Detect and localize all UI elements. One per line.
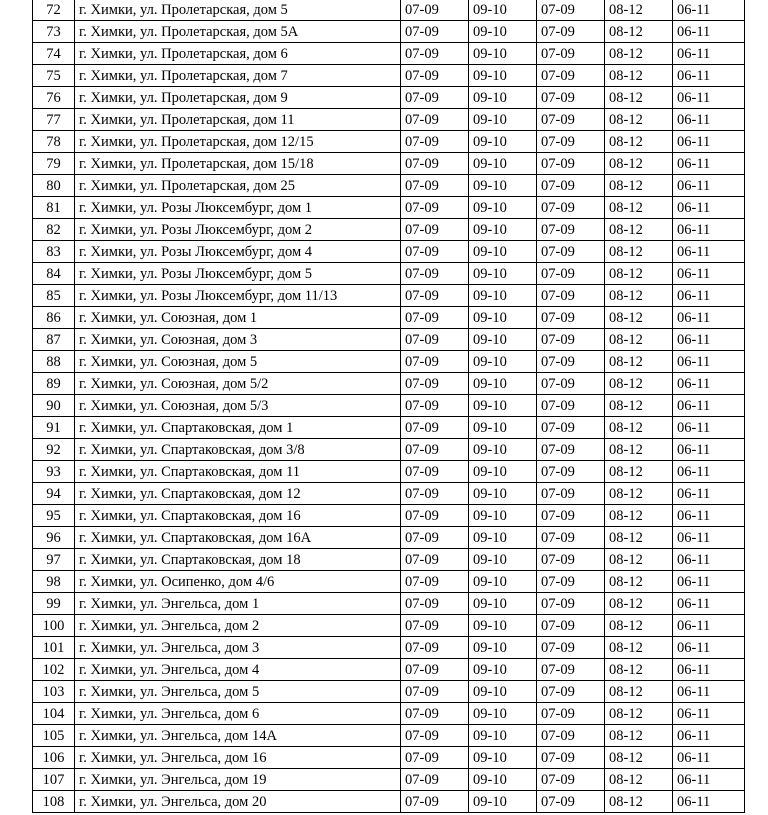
row-number-cell: 80 — [33, 175, 75, 197]
period-cell-4: 08-12 — [605, 43, 673, 65]
period-cell-2: 09-10 — [469, 153, 537, 175]
address-cell: г. Химки, ул. Спартаковская, дом 11 — [75, 461, 401, 483]
address-cell: г. Химки, ул. Розы Люксембург, дом 1 — [75, 197, 401, 219]
address-cell: г. Химки, ул. Энгельса, дом 20 — [75, 791, 401, 813]
address-cell: г. Химки, ул. Пролетарская, дом 25 — [75, 175, 401, 197]
row-number-cell: 100 — [33, 615, 75, 637]
period-cell-4: 08-12 — [605, 131, 673, 153]
period-cell-3: 07-09 — [537, 571, 605, 593]
period-cell-4: 08-12 — [605, 87, 673, 109]
period-cell-5: 06-11 — [673, 21, 745, 43]
period-cell-1: 07-09 — [401, 263, 469, 285]
table-row — [33, 109, 745, 131]
period-cell-4: 08-12 — [605, 637, 673, 659]
address-cell: г. Химки, ул. Энгельса, дом 3 — [75, 637, 401, 659]
period-cell-1: 07-09 — [401, 703, 469, 725]
period-cell-1: 07-09 — [401, 373, 469, 395]
period-cell-2: 09-10 — [469, 109, 537, 131]
period-cell-5: 06-11 — [673, 65, 745, 87]
period-cell-2: 09-10 — [469, 769, 537, 791]
table-row — [33, 483, 745, 505]
period-cell-4: 08-12 — [605, 439, 673, 461]
table-row — [33, 571, 745, 593]
row-number-cell: 85 — [33, 285, 75, 307]
address-cell: г. Химки, ул. Энгельса, дом 2 — [75, 615, 401, 637]
period-cell-1: 07-09 — [401, 505, 469, 527]
row-number-cell: 98 — [33, 571, 75, 593]
period-cell-4: 08-12 — [605, 263, 673, 285]
period-cell-1: 07-09 — [401, 681, 469, 703]
address-cell: г. Химки, ул. Союзная, дом 5 — [75, 351, 401, 373]
table-row — [33, 351, 745, 373]
period-cell-2: 09-10 — [469, 395, 537, 417]
period-cell-5: 06-11 — [673, 285, 745, 307]
period-cell-4: 08-12 — [605, 307, 673, 329]
table-row — [33, 417, 745, 439]
period-cell-5: 06-11 — [673, 549, 745, 571]
period-cell-2: 09-10 — [469, 87, 537, 109]
period-cell-3: 07-09 — [537, 87, 605, 109]
period-cell-4: 08-12 — [605, 549, 673, 571]
row-number-cell: 76 — [33, 87, 75, 109]
period-cell-2: 09-10 — [469, 747, 537, 769]
row-number-cell: 94 — [33, 483, 75, 505]
address-schedule-table — [32, 0, 745, 813]
period-cell-5: 06-11 — [673, 703, 745, 725]
period-cell-3: 07-09 — [537, 769, 605, 791]
period-cell-5: 06-11 — [673, 351, 745, 373]
period-cell-5: 06-11 — [673, 791, 745, 813]
period-cell-4: 08-12 — [605, 593, 673, 615]
table-row — [33, 791, 745, 813]
period-cell-3: 07-09 — [537, 615, 605, 637]
schedule-sheet — [32, 0, 744, 813]
address-cell: г. Химки, ул. Энгельса, дом 1 — [75, 593, 401, 615]
period-cell-1: 07-09 — [401, 131, 469, 153]
period-cell-3: 07-09 — [537, 505, 605, 527]
period-cell-1: 07-09 — [401, 747, 469, 769]
period-cell-4: 08-12 — [605, 417, 673, 439]
table-row — [33, 87, 745, 109]
row-number-cell: 81 — [33, 197, 75, 219]
row-number-cell: 73 — [33, 21, 75, 43]
row-number-cell: 86 — [33, 307, 75, 329]
row-number-cell: 89 — [33, 373, 75, 395]
period-cell-1: 07-09 — [401, 219, 469, 241]
period-cell-2: 09-10 — [469, 285, 537, 307]
period-cell-3: 07-09 — [537, 681, 605, 703]
address-cell: г. Химки, ул. Розы Люксембург, дом 4 — [75, 241, 401, 263]
table-row — [33, 549, 745, 571]
address-cell: г. Химки, ул. Розы Люксембург, дом 5 — [75, 263, 401, 285]
period-cell-5: 06-11 — [673, 373, 745, 395]
row-number-cell: 78 — [33, 131, 75, 153]
address-cell: г. Химки, ул. Спартаковская, дом 18 — [75, 549, 401, 571]
period-cell-3: 07-09 — [537, 747, 605, 769]
period-cell-2: 09-10 — [469, 527, 537, 549]
period-cell-1: 07-09 — [401, 329, 469, 351]
period-cell-4: 08-12 — [605, 747, 673, 769]
address-cell: г. Химки, ул. Союзная, дом 1 — [75, 307, 401, 329]
period-cell-5: 06-11 — [673, 681, 745, 703]
row-number-cell: 88 — [33, 351, 75, 373]
row-number-cell: 97 — [33, 549, 75, 571]
table-row — [33, 65, 745, 87]
row-number-cell: 99 — [33, 593, 75, 615]
period-cell-1: 07-09 — [401, 395, 469, 417]
address-cell: г. Химки, ул. Спартаковская, дом 16А — [75, 527, 401, 549]
period-cell-2: 09-10 — [469, 681, 537, 703]
period-cell-5: 06-11 — [673, 87, 745, 109]
period-cell-1: 07-09 — [401, 65, 469, 87]
period-cell-5: 06-11 — [673, 439, 745, 461]
period-cell-5: 06-11 — [673, 747, 745, 769]
table-row — [33, 395, 745, 417]
period-cell-4: 08-12 — [605, 351, 673, 373]
table-row — [33, 659, 745, 681]
row-number-cell: 105 — [33, 725, 75, 747]
period-cell-1: 07-09 — [401, 285, 469, 307]
period-cell-3: 07-09 — [537, 483, 605, 505]
row-number-cell: 93 — [33, 461, 75, 483]
period-cell-2: 09-10 — [469, 461, 537, 483]
address-cell: г. Химки, ул. Энгельса, дом 6 — [75, 703, 401, 725]
table-row — [33, 615, 745, 637]
period-cell-4: 08-12 — [605, 483, 673, 505]
period-cell-3: 07-09 — [537, 593, 605, 615]
row-number-cell: 75 — [33, 65, 75, 87]
table-row — [33, 747, 745, 769]
period-cell-2: 09-10 — [469, 703, 537, 725]
period-cell-2: 09-10 — [469, 505, 537, 527]
address-cell: г. Химки, ул. Энгельса, дом 4 — [75, 659, 401, 681]
period-cell-2: 09-10 — [469, 571, 537, 593]
row-number-cell: 107 — [33, 769, 75, 791]
address-cell: г. Химки, ул. Пролетарская, дом 15/18 — [75, 153, 401, 175]
row-number-cell: 106 — [33, 747, 75, 769]
table-row — [33, 43, 745, 65]
period-cell-3: 07-09 — [537, 461, 605, 483]
address-cell: г. Химки, ул. Осипенко, дом 4/6 — [75, 571, 401, 593]
period-cell-3: 07-09 — [537, 21, 605, 43]
period-cell-4: 08-12 — [605, 505, 673, 527]
address-cell: г. Химки, ул. Пролетарская, дом 9 — [75, 87, 401, 109]
period-cell-4: 08-12 — [605, 285, 673, 307]
period-cell-3: 07-09 — [537, 241, 605, 263]
period-cell-2: 09-10 — [469, 417, 537, 439]
address-cell: г. Химки, ул. Пролетарская, дом 7 — [75, 65, 401, 87]
table-row — [33, 703, 745, 725]
period-cell-5: 06-11 — [673, 109, 745, 131]
period-cell-5: 06-11 — [673, 0, 745, 21]
period-cell-1: 07-09 — [401, 307, 469, 329]
period-cell-5: 06-11 — [673, 615, 745, 637]
period-cell-3: 07-09 — [537, 549, 605, 571]
period-cell-5: 06-11 — [673, 571, 745, 593]
period-cell-1: 07-09 — [401, 527, 469, 549]
period-cell-3: 07-09 — [537, 175, 605, 197]
table-row — [33, 637, 745, 659]
period-cell-4: 08-12 — [605, 21, 673, 43]
row-number-cell: 77 — [33, 109, 75, 131]
address-cell: г. Химки, ул. Союзная, дом 3 — [75, 329, 401, 351]
period-cell-1: 07-09 — [401, 87, 469, 109]
period-cell-5: 06-11 — [673, 505, 745, 527]
row-number-cell: 82 — [33, 219, 75, 241]
table-row — [33, 285, 745, 307]
period-cell-5: 06-11 — [673, 43, 745, 65]
period-cell-5: 06-11 — [673, 593, 745, 615]
period-cell-1: 07-09 — [401, 593, 469, 615]
period-cell-4: 08-12 — [605, 571, 673, 593]
row-number-cell: 95 — [33, 505, 75, 527]
period-cell-5: 06-11 — [673, 153, 745, 175]
row-number-cell: 79 — [33, 153, 75, 175]
period-cell-3: 07-09 — [537, 307, 605, 329]
period-cell-1: 07-09 — [401, 109, 469, 131]
table-row — [33, 263, 745, 285]
row-number-cell: 92 — [33, 439, 75, 461]
address-cell: г. Химки, ул. Энгельса, дом 14А — [75, 725, 401, 747]
period-cell-2: 09-10 — [469, 43, 537, 65]
period-cell-4: 08-12 — [605, 461, 673, 483]
period-cell-1: 07-09 — [401, 0, 469, 21]
row-number-cell: 108 — [33, 791, 75, 813]
period-cell-2: 09-10 — [469, 637, 537, 659]
address-cell: г. Химки, ул. Розы Люксембург, дом 2 — [75, 219, 401, 241]
table-row — [33, 373, 745, 395]
period-cell-2: 09-10 — [469, 65, 537, 87]
table-row — [33, 329, 745, 351]
period-cell-4: 08-12 — [605, 527, 673, 549]
period-cell-4: 08-12 — [605, 65, 673, 87]
table-body — [33, 0, 745, 813]
address-cell: г. Химки, ул. Спартаковская, дом 1 — [75, 417, 401, 439]
period-cell-2: 09-10 — [469, 593, 537, 615]
period-cell-1: 07-09 — [401, 439, 469, 461]
address-cell: г. Химки, ул. Пролетарская, дом 11 — [75, 109, 401, 131]
period-cell-5: 06-11 — [673, 263, 745, 285]
address-cell: г. Химки, ул. Розы Люксембург, дом 11/13 — [75, 285, 401, 307]
period-cell-2: 09-10 — [469, 263, 537, 285]
period-cell-3: 07-09 — [537, 791, 605, 813]
period-cell-5: 06-11 — [673, 637, 745, 659]
period-cell-3: 07-09 — [537, 0, 605, 21]
period-cell-3: 07-09 — [537, 703, 605, 725]
address-cell: г. Химки, ул. Спартаковская, дом 16 — [75, 505, 401, 527]
table-row — [33, 21, 745, 43]
period-cell-1: 07-09 — [401, 637, 469, 659]
period-cell-2: 09-10 — [469, 373, 537, 395]
period-cell-3: 07-09 — [537, 329, 605, 351]
period-cell-3: 07-09 — [537, 417, 605, 439]
table-row — [33, 505, 745, 527]
period-cell-5: 06-11 — [673, 417, 745, 439]
period-cell-1: 07-09 — [401, 769, 469, 791]
period-cell-4: 08-12 — [605, 219, 673, 241]
period-cell-2: 09-10 — [469, 241, 537, 263]
row-number-cell: 102 — [33, 659, 75, 681]
period-cell-2: 09-10 — [469, 329, 537, 351]
period-cell-1: 07-09 — [401, 241, 469, 263]
period-cell-5: 06-11 — [673, 307, 745, 329]
table-row — [33, 175, 745, 197]
row-number-cell: 84 — [33, 263, 75, 285]
period-cell-1: 07-09 — [401, 461, 469, 483]
period-cell-2: 09-10 — [469, 725, 537, 747]
row-number-cell: 103 — [33, 681, 75, 703]
period-cell-1: 07-09 — [401, 175, 469, 197]
period-cell-3: 07-09 — [537, 659, 605, 681]
address-cell: г. Химки, ул. Пролетарская, дом 12/15 — [75, 131, 401, 153]
period-cell-5: 06-11 — [673, 725, 745, 747]
period-cell-2: 09-10 — [469, 197, 537, 219]
period-cell-4: 08-12 — [605, 725, 673, 747]
table-row — [33, 219, 745, 241]
period-cell-3: 07-09 — [537, 395, 605, 417]
table-row — [33, 0, 745, 21]
table-row — [33, 307, 745, 329]
period-cell-4: 08-12 — [605, 373, 673, 395]
address-cell: г. Химки, ул. Энгельса, дом 5 — [75, 681, 401, 703]
period-cell-5: 06-11 — [673, 769, 745, 791]
period-cell-5: 06-11 — [673, 483, 745, 505]
period-cell-1: 07-09 — [401, 483, 469, 505]
table-row — [33, 681, 745, 703]
row-number-cell: 72 — [33, 0, 75, 21]
period-cell-4: 08-12 — [605, 681, 673, 703]
address-cell: г. Химки, ул. Энгельса, дом 19 — [75, 769, 401, 791]
period-cell-3: 07-09 — [537, 637, 605, 659]
table-row — [33, 461, 745, 483]
period-cell-3: 07-09 — [537, 65, 605, 87]
address-cell: г. Химки, ул. Союзная, дом 5/2 — [75, 373, 401, 395]
period-cell-2: 09-10 — [469, 219, 537, 241]
period-cell-3: 07-09 — [537, 439, 605, 461]
period-cell-3: 07-09 — [537, 263, 605, 285]
period-cell-5: 06-11 — [673, 329, 745, 351]
period-cell-4: 08-12 — [605, 0, 673, 21]
row-number-cell: 104 — [33, 703, 75, 725]
period-cell-1: 07-09 — [401, 615, 469, 637]
table-row — [33, 131, 745, 153]
period-cell-3: 07-09 — [537, 109, 605, 131]
table-row — [33, 725, 745, 747]
period-cell-1: 07-09 — [401, 153, 469, 175]
period-cell-3: 07-09 — [537, 285, 605, 307]
period-cell-4: 08-12 — [605, 197, 673, 219]
table-row — [33, 439, 745, 461]
address-cell: г. Химки, ул. Пролетарская, дом 6 — [75, 43, 401, 65]
row-number-cell: 90 — [33, 395, 75, 417]
row-number-cell: 74 — [33, 43, 75, 65]
address-cell: г. Химки, ул. Союзная, дом 5/3 — [75, 395, 401, 417]
period-cell-1: 07-09 — [401, 43, 469, 65]
period-cell-1: 07-09 — [401, 725, 469, 747]
period-cell-4: 08-12 — [605, 703, 673, 725]
table-row — [33, 153, 745, 175]
period-cell-2: 09-10 — [469, 131, 537, 153]
period-cell-2: 09-10 — [469, 439, 537, 461]
period-cell-4: 08-12 — [605, 659, 673, 681]
period-cell-1: 07-09 — [401, 659, 469, 681]
row-number-cell: 96 — [33, 527, 75, 549]
table-row — [33, 593, 745, 615]
period-cell-1: 07-09 — [401, 351, 469, 373]
period-cell-3: 07-09 — [537, 527, 605, 549]
period-cell-4: 08-12 — [605, 791, 673, 813]
period-cell-3: 07-09 — [537, 131, 605, 153]
period-cell-5: 06-11 — [673, 175, 745, 197]
period-cell-2: 09-10 — [469, 307, 537, 329]
period-cell-4: 08-12 — [605, 329, 673, 351]
address-cell: г. Химки, ул. Спартаковская, дом 3/8 — [75, 439, 401, 461]
table-row — [33, 241, 745, 263]
period-cell-5: 06-11 — [673, 659, 745, 681]
period-cell-3: 07-09 — [537, 725, 605, 747]
period-cell-2: 09-10 — [469, 0, 537, 21]
period-cell-4: 08-12 — [605, 395, 673, 417]
row-number-cell: 91 — [33, 417, 75, 439]
table-row — [33, 527, 745, 549]
period-cell-3: 07-09 — [537, 373, 605, 395]
period-cell-2: 09-10 — [469, 21, 537, 43]
period-cell-2: 09-10 — [469, 175, 537, 197]
period-cell-4: 08-12 — [605, 769, 673, 791]
period-cell-5: 06-11 — [673, 241, 745, 263]
period-cell-5: 06-11 — [673, 219, 745, 241]
row-number-cell: 87 — [33, 329, 75, 351]
address-cell: г. Химки, ул. Энгельса, дом 16 — [75, 747, 401, 769]
period-cell-2: 09-10 — [469, 791, 537, 813]
row-number-cell: 83 — [33, 241, 75, 263]
period-cell-5: 06-11 — [673, 527, 745, 549]
period-cell-3: 07-09 — [537, 351, 605, 373]
period-cell-3: 07-09 — [537, 197, 605, 219]
period-cell-1: 07-09 — [401, 571, 469, 593]
period-cell-3: 07-09 — [537, 43, 605, 65]
period-cell-1: 07-09 — [401, 417, 469, 439]
address-cell: г. Химки, ул. Спартаковская, дом 12 — [75, 483, 401, 505]
table-row — [33, 769, 745, 791]
period-cell-2: 09-10 — [469, 351, 537, 373]
period-cell-4: 08-12 — [605, 109, 673, 131]
period-cell-5: 06-11 — [673, 197, 745, 219]
period-cell-4: 08-12 — [605, 153, 673, 175]
address-cell: г. Химки, ул. Пролетарская, дом 5 — [75, 0, 401, 21]
period-cell-1: 07-09 — [401, 21, 469, 43]
period-cell-4: 08-12 — [605, 241, 673, 263]
address-cell: г. Химки, ул. Пролетарская, дом 5А — [75, 21, 401, 43]
period-cell-1: 07-09 — [401, 549, 469, 571]
period-cell-2: 09-10 — [469, 549, 537, 571]
period-cell-2: 09-10 — [469, 483, 537, 505]
period-cell-1: 07-09 — [401, 791, 469, 813]
period-cell-3: 07-09 — [537, 153, 605, 175]
period-cell-5: 06-11 — [673, 461, 745, 483]
period-cell-5: 06-11 — [673, 131, 745, 153]
period-cell-4: 08-12 — [605, 175, 673, 197]
row-number-cell: 101 — [33, 637, 75, 659]
period-cell-2: 09-10 — [469, 659, 537, 681]
period-cell-5: 06-11 — [673, 395, 745, 417]
period-cell-1: 07-09 — [401, 197, 469, 219]
period-cell-2: 09-10 — [469, 615, 537, 637]
period-cell-4: 08-12 — [605, 615, 673, 637]
period-cell-3: 07-09 — [537, 219, 605, 241]
table-row — [33, 197, 745, 219]
